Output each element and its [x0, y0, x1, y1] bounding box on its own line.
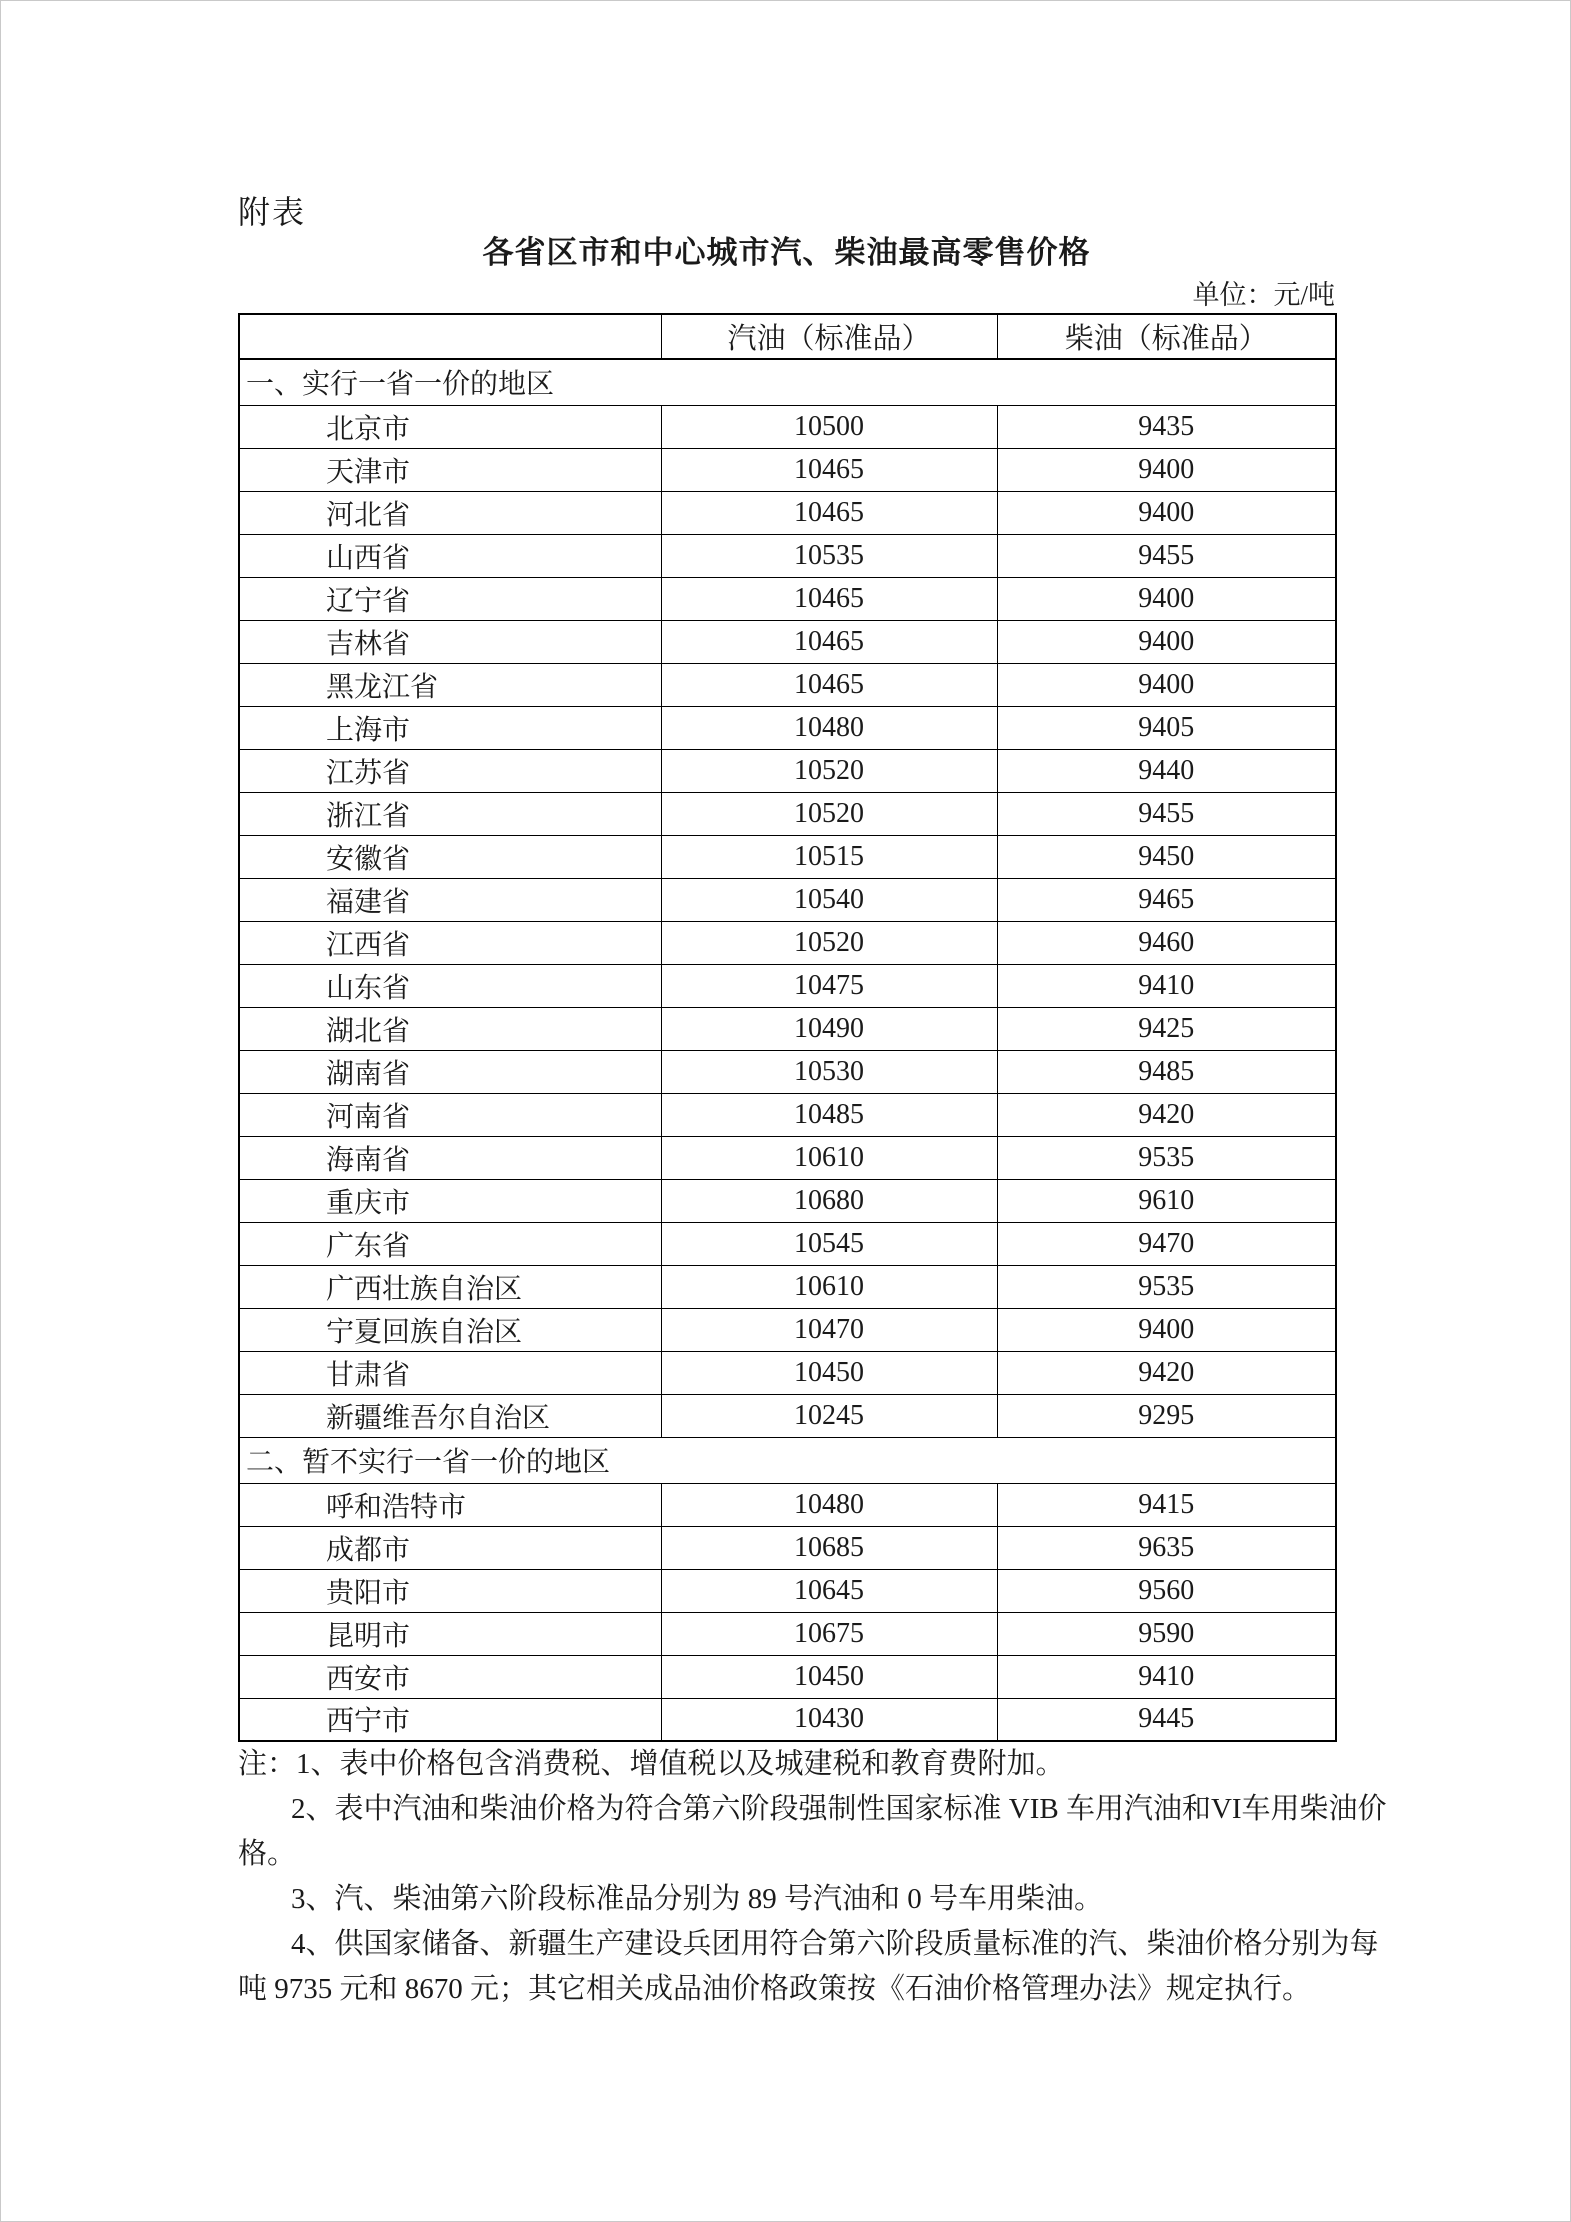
region-cell: 上海市	[239, 706, 661, 749]
table-header-row	[239, 314, 1336, 359]
table-row	[239, 663, 1336, 706]
gasoline-price-cell: 10610	[661, 1136, 997, 1179]
gasoline-price-cell: 10465	[661, 577, 997, 620]
table-row	[239, 792, 1336, 835]
unit-label: 单位：元/吨	[1192, 280, 1335, 310]
table-row	[239, 1265, 1336, 1308]
table-row	[239, 1222, 1336, 1265]
region-cell: 辽宁省	[239, 577, 661, 620]
table-row	[239, 706, 1336, 749]
price-table	[238, 313, 1337, 1742]
diesel-price-cell: 9400	[997, 577, 1336, 620]
diesel-price-cell: 9415	[997, 1483, 1336, 1526]
region-cell: 西安市	[239, 1655, 661, 1698]
region-cell: 湖北省	[239, 1007, 661, 1050]
diesel-column-header: 柴油（标准品）	[997, 314, 1336, 359]
diesel-price-cell: 9400	[997, 491, 1336, 534]
diesel-price-cell: 9400	[997, 663, 1336, 706]
gasoline-price-cell: 10675	[661, 1612, 997, 1655]
table-row	[239, 405, 1336, 448]
gasoline-price-cell: 10475	[661, 964, 997, 1007]
table-row	[239, 749, 1336, 792]
gasoline-price-cell: 10485	[661, 1093, 997, 1136]
region-cell: 广东省	[239, 1222, 661, 1265]
table-row	[239, 1308, 1336, 1351]
region-cell: 天津市	[239, 448, 661, 491]
region-cell: 浙江省	[239, 792, 661, 835]
region-cell: 福建省	[239, 878, 661, 921]
attachment-label: 附表	[238, 194, 307, 230]
table-row	[239, 835, 1336, 878]
gasoline-price-cell: 10490	[661, 1007, 997, 1050]
gasoline-price-cell: 10465	[661, 620, 997, 663]
region-cell: 西宁市	[239, 1698, 661, 1741]
diesel-price-cell: 9470	[997, 1222, 1336, 1265]
table-row	[239, 1093, 1336, 1136]
gasoline-column-header: 汽油（标准品）	[661, 314, 997, 359]
diesel-price-cell: 9535	[997, 1265, 1336, 1308]
region-cell: 河北省	[239, 491, 661, 534]
diesel-price-cell: 9295	[997, 1394, 1336, 1437]
diesel-price-cell: 9455	[997, 792, 1336, 835]
region-cell: 江苏省	[239, 749, 661, 792]
region-cell: 甘肃省	[239, 1351, 661, 1394]
diesel-price-cell: 9445	[997, 1698, 1336, 1741]
note-line: 注：1、表中价格包含消费税、增值税以及城建税和教育费附加。	[238, 1748, 1065, 1780]
gasoline-price-cell: 10430	[661, 1698, 997, 1741]
table-row	[239, 1179, 1336, 1222]
region-cell: 成都市	[239, 1526, 661, 1569]
table-row	[239, 964, 1336, 1007]
region-cell: 湖南省	[239, 1050, 661, 1093]
diesel-price-cell: 9400	[997, 448, 1336, 491]
table-row	[239, 1394, 1336, 1437]
region-cell: 安徽省	[239, 835, 661, 878]
diesel-price-cell: 9400	[997, 1308, 1336, 1351]
table-row	[239, 491, 1336, 534]
gasoline-price-cell: 10530	[661, 1050, 997, 1093]
gasoline-price-cell: 10685	[661, 1526, 997, 1569]
table-row	[239, 577, 1336, 620]
table-row	[239, 620, 1336, 663]
region-cell: 新疆维吾尔自治区	[239, 1394, 661, 1437]
table-row	[239, 1351, 1336, 1394]
region-cell: 宁夏回族自治区	[239, 1308, 661, 1351]
table-row	[239, 1007, 1336, 1050]
region-cell: 河南省	[239, 1093, 661, 1136]
region-cell: 重庆市	[239, 1179, 661, 1222]
diesel-price-cell: 9405	[997, 706, 1336, 749]
diesel-price-cell: 9455	[997, 534, 1336, 577]
section-heading-row	[239, 1437, 1336, 1483]
region-cell: 呼和浩特市	[239, 1483, 661, 1526]
gasoline-price-cell: 10245	[661, 1394, 997, 1437]
gasoline-price-cell: 10545	[661, 1222, 997, 1265]
table-row	[239, 1136, 1336, 1179]
table-row	[239, 1655, 1336, 1698]
diesel-price-cell: 9610	[997, 1179, 1336, 1222]
note-line: 格。	[238, 1838, 297, 1870]
table-row	[239, 448, 1336, 491]
table-row	[239, 1612, 1336, 1655]
gasoline-price-cell: 10500	[661, 405, 997, 448]
diesel-price-cell: 9410	[997, 964, 1336, 1007]
gasoline-price-cell: 10515	[661, 835, 997, 878]
gasoline-price-cell: 10450	[661, 1351, 997, 1394]
region-cell: 贵阳市	[239, 1569, 661, 1612]
diesel-price-cell: 9400	[997, 620, 1336, 663]
region-cell: 北京市	[239, 405, 661, 448]
region-cell: 江西省	[239, 921, 661, 964]
diesel-price-cell: 9450	[997, 835, 1336, 878]
table-row	[239, 1526, 1336, 1569]
region-cell: 昆明市	[239, 1612, 661, 1655]
diesel-price-cell: 9535	[997, 1136, 1336, 1179]
table-row	[239, 1483, 1336, 1526]
diesel-price-cell: 9420	[997, 1351, 1336, 1394]
gasoline-price-cell: 10520	[661, 792, 997, 835]
diesel-price-cell: 9560	[997, 1569, 1336, 1612]
page-title: 各省区市和中心城市汽、柴油最高零售价格	[482, 235, 1091, 270]
gasoline-price-cell: 10645	[661, 1569, 997, 1612]
diesel-price-cell: 9420	[997, 1093, 1336, 1136]
region-cell: 广西壮族自治区	[239, 1265, 661, 1308]
table-row	[239, 921, 1336, 964]
table-row	[239, 1050, 1336, 1093]
table-row	[239, 878, 1336, 921]
gasoline-price-cell: 10540	[661, 878, 997, 921]
note-line: 3、汽、柴油第六阶段标准品分别为 89 号汽油和 0 号车用柴油。	[291, 1883, 1104, 1915]
gasoline-price-cell: 10480	[661, 706, 997, 749]
section-heading-row	[239, 359, 1336, 405]
section-heading: 一、实行一省一价的地区	[239, 359, 1336, 405]
diesel-price-cell: 9435	[997, 405, 1336, 448]
diesel-price-cell: 9425	[997, 1007, 1336, 1050]
gasoline-price-cell: 10535	[661, 534, 997, 577]
gasoline-price-cell: 10465	[661, 491, 997, 534]
diesel-price-cell: 9590	[997, 1612, 1336, 1655]
notes	[238, 1742, 1387, 2012]
table-row	[239, 1698, 1336, 1741]
diesel-price-cell: 9465	[997, 878, 1336, 921]
note-line: 2、表中汽油和柴油价格为符合第六阶段强制性国家标准 VIB 车用汽油和VI车用柴油价	[291, 1793, 1387, 1825]
diesel-price-cell: 9440	[997, 749, 1336, 792]
gasoline-price-cell: 10450	[661, 1655, 997, 1698]
note-line: 吨 9735 元和 8670 元；其它相关成品油价格政策按《石油价格管理办法》规定执行。	[238, 1973, 1312, 2005]
gasoline-price-cell: 10610	[661, 1265, 997, 1308]
gasoline-price-cell: 10520	[661, 921, 997, 964]
diesel-price-cell: 9485	[997, 1050, 1336, 1093]
gasoline-price-cell: 10520	[661, 749, 997, 792]
table-row	[239, 534, 1336, 577]
region-cell: 黑龙江省	[239, 663, 661, 706]
table-row	[239, 1569, 1336, 1612]
section-heading: 二、暂不实行一省一价的地区	[239, 1437, 1336, 1483]
region-column-header	[239, 314, 661, 359]
gasoline-price-cell: 10465	[661, 663, 997, 706]
gasoline-price-cell: 10465	[661, 448, 997, 491]
gasoline-price-cell: 10680	[661, 1179, 997, 1222]
note-line: 4、供国家储备、新疆生产建设兵团用符合第六阶段质量标准的汽、柴油价格分别为每	[291, 1928, 1379, 1960]
diesel-price-cell: 9635	[997, 1526, 1336, 1569]
gasoline-price-cell: 10480	[661, 1483, 997, 1526]
region-cell: 山西省	[239, 534, 661, 577]
region-cell: 山东省	[239, 964, 661, 1007]
diesel-price-cell: 9460	[997, 921, 1336, 964]
region-cell: 吉林省	[239, 620, 661, 663]
diesel-price-cell: 9410	[997, 1655, 1336, 1698]
region-cell: 海南省	[239, 1136, 661, 1179]
gasoline-price-cell: 10470	[661, 1308, 997, 1351]
